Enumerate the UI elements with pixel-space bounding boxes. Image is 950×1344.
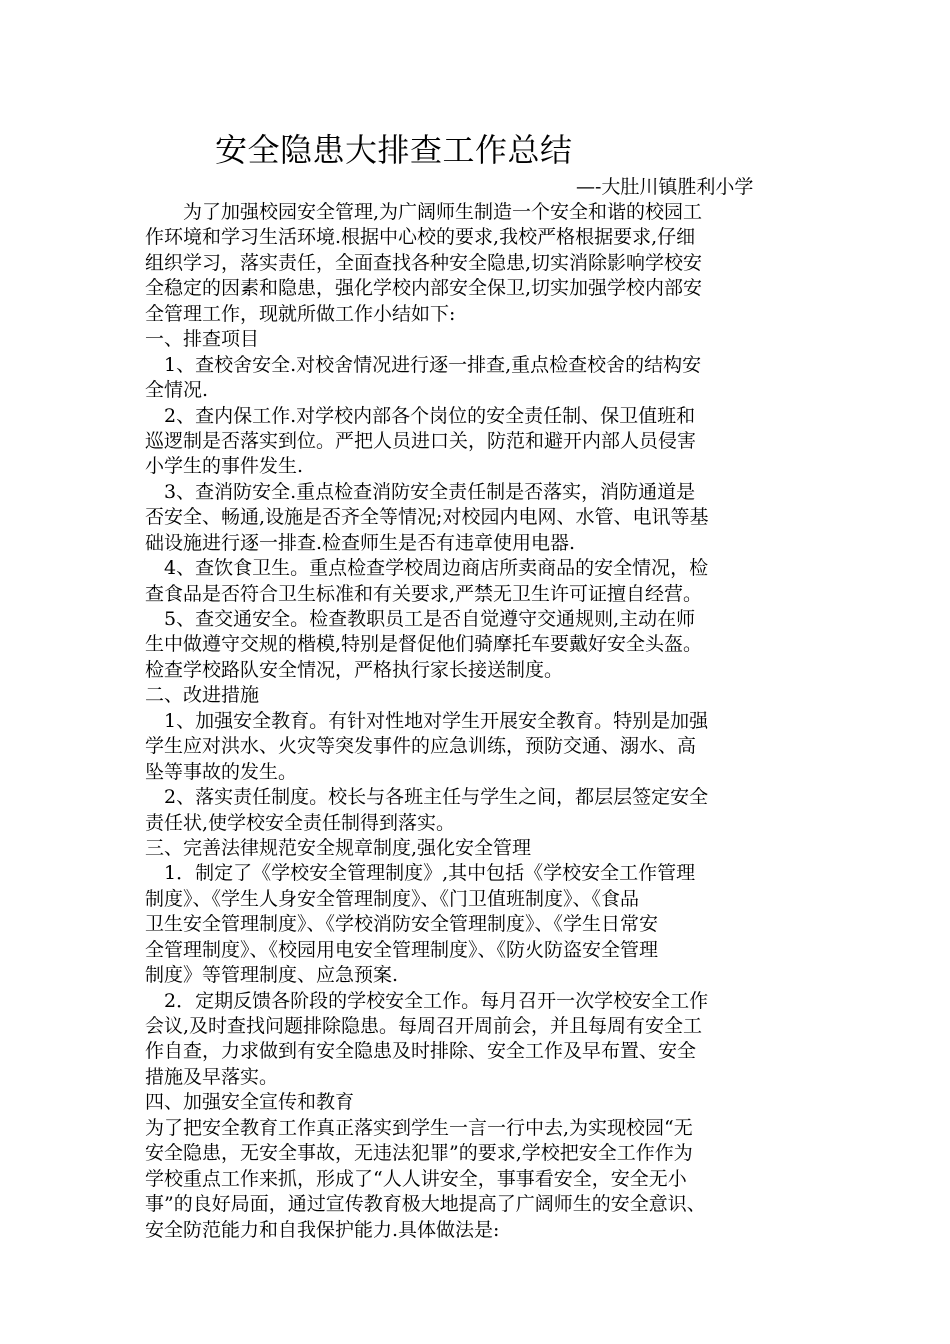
section-heading: 四、加强安全宣传和教育: [145, 1091, 355, 1114]
body-line: 2、查内保工作.对学校内部各个岗位的安全责任制、保卫值班和: [145, 404, 696, 427]
body-line: 事”的良好局面，通过宣传教育极大地提高了广阔师生的安全意识、: [145, 1193, 706, 1216]
body-line: 3、查消防安全.重点检查消防安全责任制是否落实，消防通道是: [145, 480, 696, 503]
body-line: 作环境和学习生活环境.根据中心校的要求,我校严格根据要求,仔细: [145, 226, 696, 249]
body-line: 巡逻制是否落实到位。严把人员进口关，防范和避开内部人员侵害: [145, 429, 697, 452]
body-line: 安全防范能力和自我保护能力.具体做法是:: [145, 1218, 500, 1241]
document-author: —-大肚川镇胜利小学: [576, 176, 754, 198]
body-line: 组织学习，落实责任，全面查找各种安全隐患,切实消除影响学校安: [145, 251, 703, 274]
body-line: 会议,及时查找问题排除隐患。每周召开周前会，并且每周有安全工: [145, 1015, 703, 1037]
body-line: 2．定期反馈各阶段的学校安全工作。每月召开一次学校安全工作: [145, 989, 709, 1012]
body-line: 1、加强安全教育。有针对性地对学生开展安全教育。特别是加强: [145, 709, 709, 732]
body-line: 安全隐患，无安全事故，无违法犯罪”的要求,学校把安全工作作为: [145, 1142, 693, 1165]
body-line: 为了把安全教育工作真正落实到学生一言一行中去,为实现校园“无: [145, 1116, 693, 1139]
body-line: 为了加强校园安全管理,为广阔师生制造一个安全和谐的校园工: [145, 201, 703, 223]
body-line: 否安全、畅通,设施是否齐全等情况;对校园内电网、水管、电讯等基: [145, 506, 709, 529]
body-line: 1．制定了《学校安全管理制度》,其中包括《学校安全工作管理: [145, 862, 696, 885]
body-line: 全管理工作，现就所做工作小结如下:: [145, 302, 456, 325]
body-line: 制度》、《学生人身安全管理制度》、《门卫值班制度》、《食品: [145, 887, 640, 910]
body-line: 全情况.: [145, 379, 209, 402]
body-line: 4、查饮食卫生。重点检查学校周边商店所卖商品的安全情况，检: [145, 557, 709, 580]
body-line: 2、落实责任制度。校长与各班主任与学生之间，都层层签定安全: [145, 786, 709, 809]
body-line: 全稳定的因素和隐患，强化学校内部安全保卫,切实加强学校内部安: [145, 277, 703, 300]
section-heading: 三、完善法律规范安全规章制度,强化安全管理: [145, 836, 532, 859]
body-line: 制度》等管理制度、应急预案.: [145, 964, 399, 987]
body-line: 检查学校路队安全情况，严格执行家长接送制度。: [145, 658, 564, 681]
body-line: 学生应对洪水、火灾等突发事件的应急训练，预防交通、溺水、高: [145, 735, 697, 758]
body-line: 础设施进行逐一排查.检查师生是否有违章使用电器.: [145, 531, 576, 554]
document-body: [145, 200, 815, 1243]
body-line: 措施及早落实。: [145, 1065, 279, 1088]
body-line: 作自查，力求做到有安全隐患及时排除、安全工作及早布置、安全: [145, 1040, 697, 1063]
body-line: 卫生安全管理制度》、《学校消防安全管理制度》、《学生日常安: [145, 913, 659, 936]
body-line: 责任状,使学校安全责任制得到落实。: [145, 811, 456, 834]
body-line: 学校重点工作来抓，形成了“人人讲安全，事事看安全，安全无小: [145, 1167, 687, 1190]
body-line: 1、查校舍安全.对校舍情况进行逐一排查,重点检查校舍的结构安: [145, 353, 702, 376]
body-line: 5、查交通安全。检查教职员工是否自觉遵守交通规则,主动在师: [145, 608, 696, 630]
body-line: 小学生的事件发生.: [145, 455, 304, 478]
section-heading: 二、改进措施: [145, 684, 260, 707]
body-line: 全管理制度》、《校园用电安全管理制度》、《防火防盗安全管理: [145, 938, 659, 961]
section-heading: 一、排查项目: [145, 328, 260, 351]
document-title: 安全隐患大排查工作总结: [215, 131, 573, 169]
body-line: 生中做遵守交规的楷模,特别是督促他们骑摩托车要戴好安全头盔。: [145, 633, 703, 656]
body-line: 坠等事故的发生。: [145, 760, 298, 783]
body-line: 查食品是否符合卫生标准和有关要求,严禁无卫生许可证擅自经营。: [145, 582, 703, 605]
